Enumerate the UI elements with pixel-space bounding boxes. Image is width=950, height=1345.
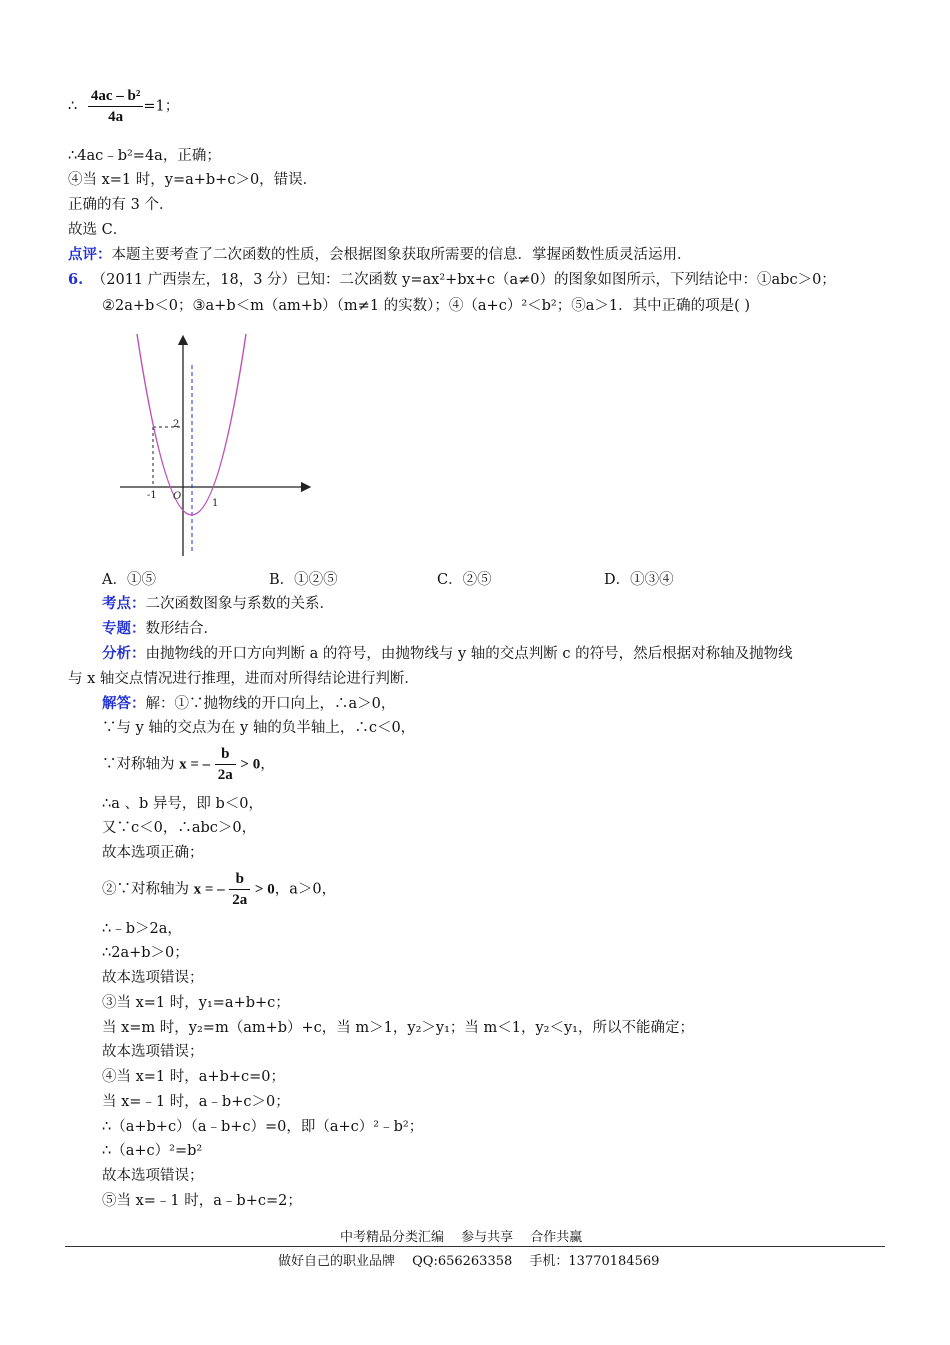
solution-line-9: ∴2a+b＞0； xyxy=(102,945,189,961)
footer-bottom-text: 做好自己的职业品牌 QQ:656263358 手机：13770184569 xyxy=(278,1254,660,1269)
solution-line-3 xyxy=(102,744,275,785)
option-c xyxy=(437,570,492,590)
comment-label: 点评： xyxy=(68,246,112,263)
frac-line xyxy=(68,86,179,127)
kaodian-text: 二次函数图象与系数的关系． xyxy=(145,596,334,612)
option-b xyxy=(269,570,338,590)
zhuanti-text: 数形结合． xyxy=(145,621,218,637)
option-a xyxy=(102,570,156,590)
parabola-graph xyxy=(110,330,320,565)
option-letter: D． xyxy=(604,572,631,588)
footer-top-text: 中考精品分类汇编 参与共享 合作共赢 xyxy=(340,1230,583,1245)
question-6-line-2: ②2a+b＜0；③a+b＜m（am+b）（m≠1 的实数）；④（a+c）²＜b²；⑤a＞1．其中正确的项是( ) xyxy=(102,298,751,314)
option-letter: A． xyxy=(102,572,127,588)
solution-line-19: ⑤当 x=﹣1 时，a﹣b+c=2； xyxy=(102,1193,302,1209)
kaodian-label: 考点： xyxy=(102,595,146,612)
fenxi-label: 分析： xyxy=(102,645,146,662)
prev-line-3: ④当 x=1 时，y=a+b+c＞0，错误． xyxy=(68,172,318,188)
solution-text-1: 解：①∵抛物线的开口向上，∴a＞0， xyxy=(145,696,396,712)
fenxi-line-2: 与 x 轴交点情况进行推理，进而对所得结论进行判断． xyxy=(68,671,419,687)
solution-line-15: 当 x=﹣1 时，a﹣b+c＞0； xyxy=(102,1094,290,1110)
solution-line-17: ∴（a+c）²=b² xyxy=(102,1143,203,1159)
option-text: ①③④ xyxy=(630,572,674,588)
option-letter: B． xyxy=(269,572,295,588)
axis2-fraction-den: 2a xyxy=(232,892,248,908)
solution-line-2: ∵与 y 轴的交点为在 y 轴的负半轴上，∴c＜0， xyxy=(102,720,416,736)
option-text: ②⑤ xyxy=(462,572,492,588)
solution-line-10: 故本选项错误； xyxy=(102,970,204,986)
solution-line-13: 故本选项错误； xyxy=(102,1044,204,1060)
fenxi-line-1 xyxy=(102,644,793,664)
label-x-1: 1 xyxy=(212,498,219,509)
fenxi-text-1: 由抛物线的开口方向判断 a 的符号，由抛物线与 y 轴的交点判断 c 的符号，然后根据对称轴及抛物线 xyxy=(145,646,793,662)
axis2-fraction-num: b xyxy=(229,869,250,890)
kaodian-line xyxy=(102,594,334,614)
option-text: ①②⑤ xyxy=(294,572,338,588)
option-text: ①⑤ xyxy=(126,572,156,588)
solution-line-6: 故本选项正确； xyxy=(102,845,204,861)
comment-text: 本题主要考查了二次函数的性质，会根据图象获取所需要的信息．掌握函数性质灵活运用． xyxy=(111,247,692,263)
solution-line-12: 当 x=m 时，y₂=m（am+b）+c，当 m＞1，y₂＞y₁；当 m＜1，y₂＜y₁，所以不能确定； xyxy=(102,1020,694,1036)
question-text-1: （2011 广西崇左，18，3 分）已知：二次函数 y=ax²+bx+c（a≠0）的图象如图所示，下列结论中：①abc＞0； xyxy=(91,272,836,288)
solution-line-11: ③当 x=1 时，y₁=a+b+c； xyxy=(102,995,290,1011)
solution-line-8: ∴﹣b＞2a， xyxy=(102,921,182,937)
solution-line-1 xyxy=(102,694,395,714)
jieda-label: 解答： xyxy=(102,695,146,712)
axis-fraction-den: 2a xyxy=(217,767,233,783)
zhuanti-line xyxy=(102,619,218,639)
prev-line-5: 故选 C． xyxy=(68,222,128,238)
label-y-2: 2 xyxy=(173,419,180,430)
zhuanti-label: 专题： xyxy=(102,620,146,637)
axis-rhs: > 0 xyxy=(240,756,261,773)
axis2-lhs: x = – xyxy=(193,881,225,898)
label-x-neg1: -1 xyxy=(147,490,157,501)
solution-line-7 xyxy=(102,869,336,910)
prev-line-4: 正确的有 3 个． xyxy=(68,197,174,213)
option-letter: C． xyxy=(437,572,463,588)
prev-line-2: ∴4ac﹣b²=4a，正确； xyxy=(68,148,221,164)
solution-line-16: ∴（a+b+c）（a﹣b+c）=0，即（a+c）²﹣b²； xyxy=(102,1119,424,1135)
fraction xyxy=(88,86,144,127)
axis-prefix: ∵对称轴为 xyxy=(102,756,175,773)
axis-suffix: ， xyxy=(260,756,275,773)
fraction-tail: =1； xyxy=(143,98,180,115)
question-6-line-1 xyxy=(68,270,836,290)
axis2-rhs: > 0 xyxy=(254,881,275,898)
footer-divider xyxy=(65,1246,885,1247)
solution-line-4: ∴a 、b 异号，即 b＜0， xyxy=(102,796,263,812)
solution-line-14: ④当 x=1 时，a+b+c=0； xyxy=(102,1069,285,1085)
therefore-symbol: ∴ xyxy=(68,98,78,115)
fraction-numerator: 4ac – b² xyxy=(88,86,144,107)
axis2-suffix: ，a＞0， xyxy=(274,881,337,898)
label-origin: O xyxy=(173,491,182,502)
solution-line-18: 故本选项错误； xyxy=(102,1168,204,1184)
question-number: 6. xyxy=(68,271,84,288)
fraction-denominator: 4a xyxy=(108,109,124,125)
comment-line xyxy=(68,245,692,265)
axis2-fraction xyxy=(229,869,250,910)
solution-line-5: 又∵c＜0，∴abc＞0， xyxy=(102,820,257,836)
option-d xyxy=(604,570,674,590)
axis-fraction xyxy=(215,744,236,785)
axis-fraction-num: b xyxy=(215,744,236,765)
axis-lhs: x = – xyxy=(179,756,211,773)
axis2-prefix: ②∵对称轴为 xyxy=(102,881,189,898)
